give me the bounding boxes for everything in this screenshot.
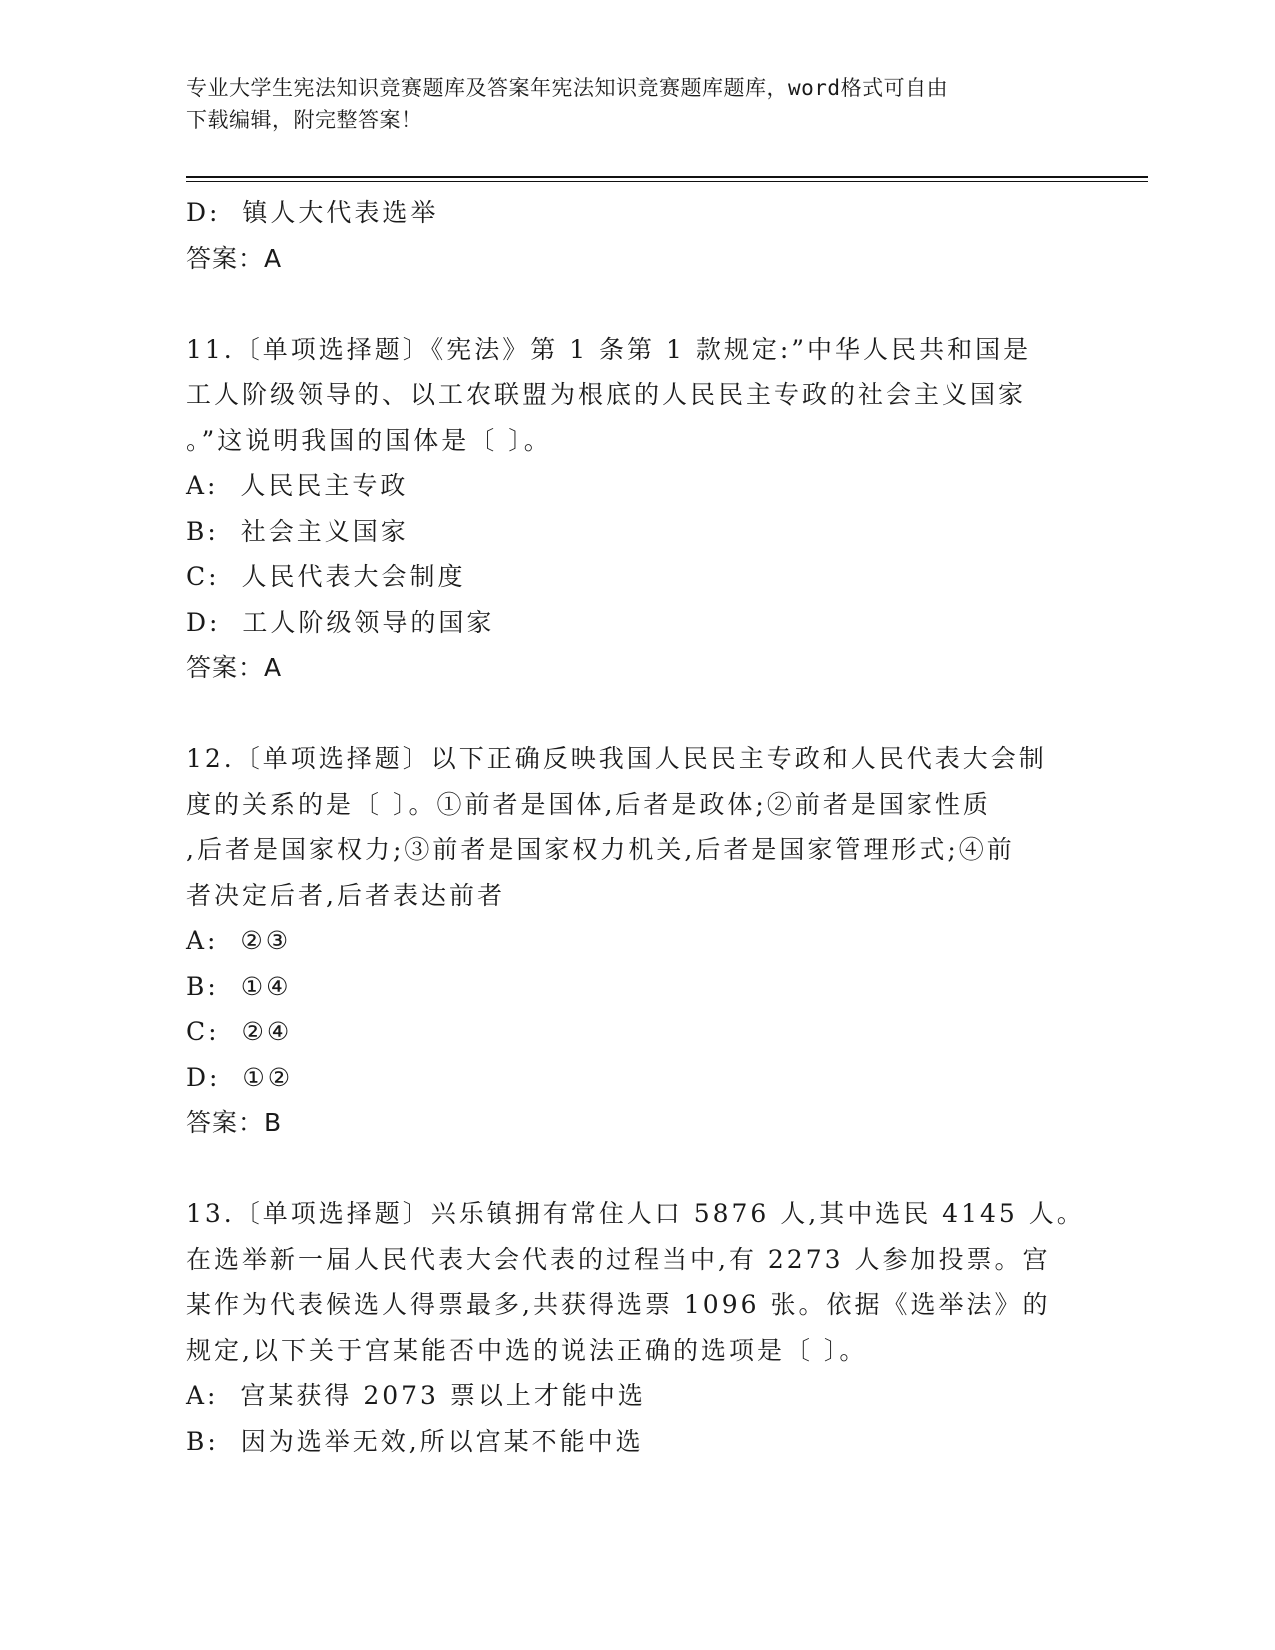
spacer — [186, 691, 1086, 737]
option-b: B: 社会主义国家 — [186, 516, 409, 546]
question-text-line: 工人阶级领导的、以工农联盟为根底的人民民主专政的社会主义国家 — [186, 380, 1027, 409]
option-b: B: 因为选举无效,所以宫某不能中选 — [186, 1426, 644, 1456]
question-text-line: 12.〔单项选择题〕以下正确反映我国人民民主专政和人民代表大会制 — [186, 744, 1047, 773]
option-d: D: 镇人大代表选举 — [186, 198, 439, 227]
header-divider-thin — [186, 181, 1148, 182]
question-text-line: 某作为代表候选人得票最多,共获得选票 1096 张。依据《选举法》的 — [186, 1290, 1051, 1319]
option-c: C: 人民代表大会制度 — [186, 562, 466, 591]
question-text-line: 度的关系的是〔 〕。①前者是国体,后者是政体;②前者是国家性质 — [186, 789, 991, 819]
option-d: D: ①② — [186, 1062, 294, 1092]
document-body — [186, 190, 1086, 1464]
spacer — [186, 281, 1086, 327]
document-header — [186, 72, 1066, 136]
question-text-line: 。”这说明我国的国体是〔 〕。 — [186, 425, 552, 455]
header-line-2: 下载编辑，附完整答案！ — [186, 108, 423, 132]
option-a: A: 人民民主专政 — [186, 471, 409, 500]
spacer — [186, 1146, 1086, 1192]
question-13 — [186, 1191, 1086, 1464]
answer-line: 答案：B — [186, 1108, 283, 1137]
option-d: D: 工人阶级领导的国家 — [186, 607, 495, 637]
question-text-line: 13.〔单项选择题〕兴乐镇拥有常住人口 5876 人,其中选民 4145 人。 — [186, 1199, 1085, 1228]
question-text-line: ,后者是国家权力;③前者是国家权力机关,后者是国家管理形式;④前 — [186, 835, 1015, 864]
answer-line: 答案：A — [186, 653, 283, 682]
question-10-tail — [186, 190, 1086, 281]
option-a: A: ②③ — [186, 926, 292, 955]
question-12 — [186, 736, 1086, 1146]
question-text-line: 者决定后者,后者表达前者 — [186, 880, 505, 910]
question-text-line: 11.〔单项选择题〕《宪法》第 1 条第 1 款规定:”中华人民共和国是 — [186, 334, 1032, 364]
header-divider-thick — [186, 176, 1148, 178]
question-11 — [186, 327, 1086, 691]
option-b: B: ①④ — [186, 971, 292, 1001]
question-text-line: 规定,以下关于宫某能否中选的说法正确的选项是〔 〕。 — [186, 1335, 868, 1365]
option-c: C: ②④ — [186, 1017, 293, 1046]
question-text-line: 在选举新一届人民代表大会代表的过程当中,有 2273 人参加投票。宫 — [186, 1244, 1051, 1274]
header-line-1: 专业大学生宪法知识竞赛题库及答案年宪法知识竞赛题库题库，word格式可自由 — [186, 76, 949, 100]
option-a: A: 宫某获得 2073 票以上才能中选 — [186, 1381, 646, 1410]
answer-line: 答案：A — [186, 243, 283, 273]
